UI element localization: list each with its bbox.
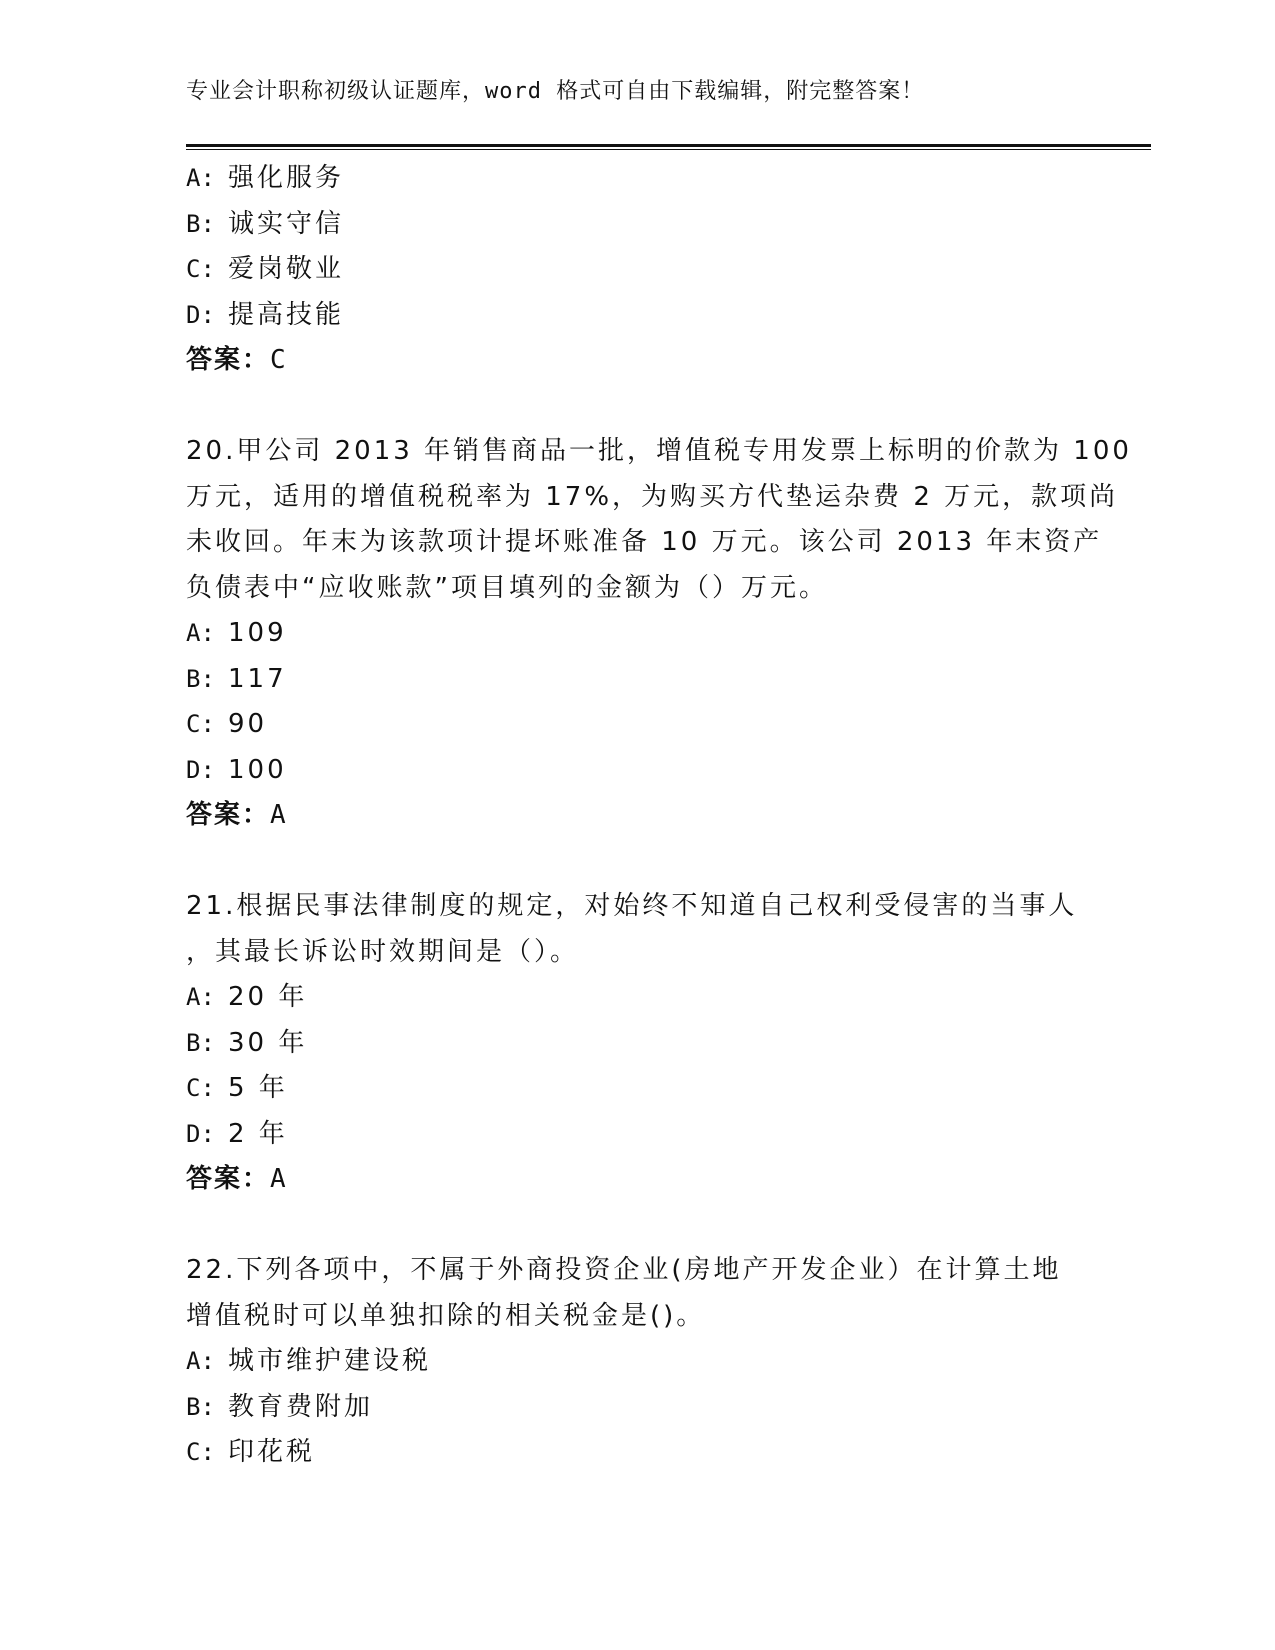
option-text: 20 年 xyxy=(228,982,308,1012)
option-letter: A: xyxy=(186,619,215,647)
option-text: 109 xyxy=(228,618,287,648)
option-letter: C: xyxy=(186,1438,215,1466)
option-text: 2 年 xyxy=(228,1118,288,1149)
option-row xyxy=(186,293,1086,339)
option-text: 提高技能 xyxy=(228,299,345,330)
option-letter: B: xyxy=(186,209,215,238)
question-block-q20 xyxy=(186,384,1132,839)
option-row xyxy=(186,611,1086,657)
option-row xyxy=(186,657,1086,703)
question-block-q22 xyxy=(186,1203,1086,1476)
option-text: 印花税 xyxy=(228,1437,316,1467)
option-letter: D: xyxy=(186,300,215,329)
option-row xyxy=(186,1385,1086,1431)
answer-value: A xyxy=(270,800,288,830)
option-text: 30 年 xyxy=(228,1027,308,1058)
option-letter: C: xyxy=(186,255,215,283)
answer-line xyxy=(186,338,1086,384)
option-row xyxy=(186,1021,1086,1067)
option-letter: C: xyxy=(186,1074,215,1102)
question-text-line: ，其最长诉讼时效期间是（）。 xyxy=(186,936,580,967)
answer-label: 答案： xyxy=(186,345,271,375)
option-text: 117 xyxy=(228,663,287,694)
option-row xyxy=(186,975,1086,1021)
question-block-q21 xyxy=(186,839,1086,1203)
question-text-line: 20.甲公司 2013 年销售商品一批，增值税专用发票上标明的价款为 100 xyxy=(186,436,1132,466)
option-text: 诚实守信 xyxy=(228,208,345,239)
header-rule-thin xyxy=(186,149,1151,150)
option-row xyxy=(186,1066,1086,1112)
option-letter: B: xyxy=(186,1028,215,1057)
answer-line xyxy=(186,1157,1086,1203)
option-text: 5 年 xyxy=(228,1073,288,1103)
question-text-line: 万元，适用的增值税税率为 17%，为购买方代垫运杂费 2 万元，款项尚 xyxy=(186,481,1119,512)
option-letter: B: xyxy=(186,664,215,693)
answer-line xyxy=(186,793,1086,839)
page-header: 专业会计职称初级认证题库，word 格式可自由下载编辑，附完整答案！ xyxy=(186,79,925,104)
option-text: 爱岗敬业 xyxy=(228,254,345,284)
option-letter: B: xyxy=(186,1392,215,1421)
question-list xyxy=(186,156,1132,1476)
option-row xyxy=(186,1112,1086,1158)
question-block-q19 xyxy=(186,156,1086,384)
option-letter: C: xyxy=(186,710,215,738)
option-row xyxy=(186,156,1086,202)
option-text: 城市维护建设税 xyxy=(228,1346,432,1376)
option-text: 90 xyxy=(228,709,268,739)
answer-value: C xyxy=(270,345,288,375)
answer-value: A xyxy=(270,1164,288,1194)
option-row xyxy=(186,247,1086,293)
question-text-line: 增值税时可以单独扣除的相关税金是()。 xyxy=(186,1300,706,1331)
option-letter: D: xyxy=(186,755,215,784)
option-text: 教育费附加 xyxy=(228,1391,374,1422)
header-rule-thick xyxy=(186,144,1151,147)
option-row xyxy=(186,748,1086,794)
option-letter: A: xyxy=(186,164,215,192)
option-letter: A: xyxy=(186,1347,215,1375)
block-spacer xyxy=(186,839,1086,885)
answer-label: 答案： xyxy=(186,1164,271,1194)
block-spacer xyxy=(186,384,1086,430)
question-text-line: 21.根据民事法律制度的规定，对始终不知道自己权利受侵害的当事人 xyxy=(186,891,1078,921)
option-row xyxy=(186,202,1086,248)
option-letter: D: xyxy=(186,1119,215,1148)
option-row xyxy=(186,1339,1086,1385)
option-letter: A: xyxy=(186,983,215,1011)
option-row xyxy=(186,702,1086,748)
question-text-line: 未收回。年末为该款项计提坏账准备 10 万元。该公司 2013 年末资产 xyxy=(186,527,1103,557)
option-text: 强化服务 xyxy=(228,163,345,193)
question-text-line: 22.下列各项中，不属于外商投资企业(房地产开发企业）在计算土地 xyxy=(186,1255,1062,1285)
answer-label: 答案： xyxy=(186,800,271,830)
block-spacer xyxy=(186,1203,1086,1249)
option-row xyxy=(186,1430,1086,1476)
question-text-line: 负债表中“应收账款”项目填列的金额为（）万元。 xyxy=(186,572,828,603)
option-text: 100 xyxy=(228,754,287,785)
